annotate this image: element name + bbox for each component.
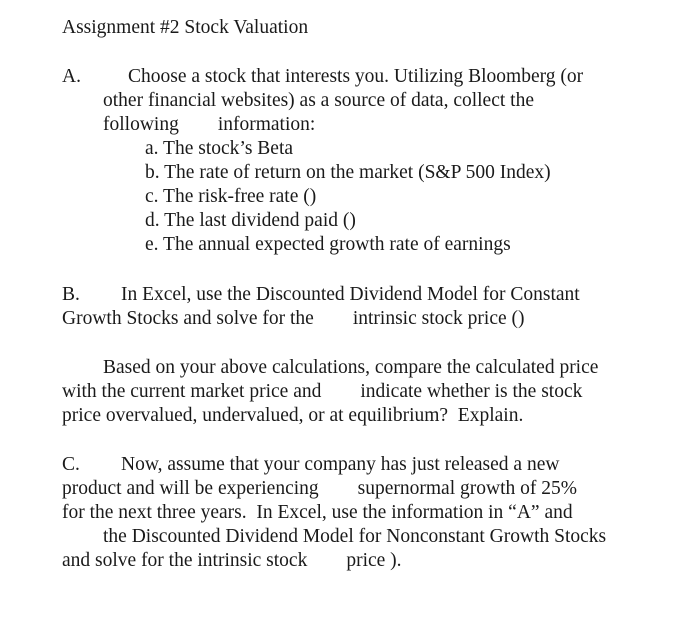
list-item-risk-free-rate: c. The risk-free rate (): [145, 186, 317, 207]
section-c-marker: C.: [62, 454, 80, 475]
section-a-line: following information:: [103, 114, 316, 135]
section-c-line: for the next three years. In Excel, use the information in “A” and: [62, 502, 573, 523]
section-b-paragraph-line: price overvalued, undervalued, or at equilibrium? Explain.: [62, 405, 524, 426]
list-item-last-dividend: d. The last dividend paid (): [145, 210, 356, 231]
section-c-line: Now, assume that your company has just released a new: [121, 454, 560, 475]
page-title: Assignment #2 Stock Valuation: [62, 17, 309, 38]
section-a-line: other financial websites) as a source of data, collect the: [103, 90, 534, 111]
section-a-marker: A.: [62, 66, 81, 87]
section-c-line: and solve for the intrinsic stock price ).: [62, 550, 402, 571]
section-b-line: In Excel, use the Discounted Dividend Model for Constant: [121, 284, 580, 305]
list-item-market-return: b. The rate of return on the market (S&P 500 Index): [145, 162, 551, 183]
section-b-marker: B.: [62, 284, 80, 305]
section-b-paragraph-line: Based on your above calculations, compare the calculated price: [103, 357, 599, 378]
section-a-line: Choose a stock that interests you. Utilizing Bloomberg (or: [128, 66, 584, 87]
list-item-beta: a. The stock’s Beta: [145, 138, 294, 159]
section-b-line: Growth Stocks and solve for the intrinsic stock price (): [62, 308, 525, 329]
section-b-paragraph-line: with the current market price and indicate whether is the stock: [62, 381, 583, 402]
section-c-line: the Discounted Dividend Model for Nonconstant Growth Stocks: [103, 526, 607, 547]
section-c-line: product and will be experiencing supernormal growth of 25%: [62, 478, 577, 499]
list-item-growth-rate: e. The annual expected growth rate of earnings: [145, 234, 511, 255]
